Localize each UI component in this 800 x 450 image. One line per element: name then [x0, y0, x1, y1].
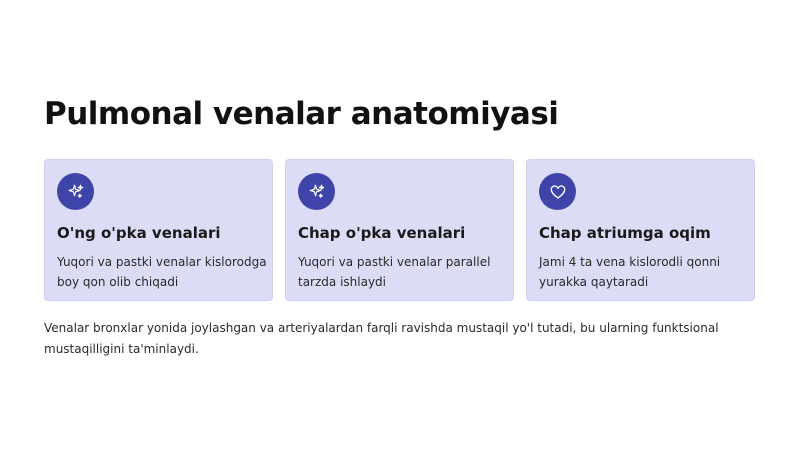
- sparkles-icon: [57, 173, 94, 210]
- card-description: Jami 4 ta vena kislorodli qonni yurakka qaytaradi: [539, 255, 721, 289]
- card-title: Chap atriumga oqim: [539, 224, 711, 242]
- slide-title: Pulmonal venalar anatomiyasi: [44, 96, 559, 132]
- footnote-text: Venalar bronxlar yonida joylashgan va arteriyalardan farqli ravishda mustaqil yo'l tutadi, bu ularning funktsional mustaqilligini ta'minlaydi.: [44, 321, 719, 356]
- card-left-atrium-flow: [526, 159, 755, 301]
- card-row: [44, 159, 755, 301]
- card-description: Yuqori va pastki venalar parallel tarzda ishlaydi: [298, 255, 491, 289]
- card-right-pulmonary-veins: [44, 159, 273, 301]
- card-description: Yuqori va pastki venalar kislorodga boy qon olib chiqadi: [57, 255, 267, 289]
- sparkles-icon: [298, 173, 335, 210]
- card-left-pulmonary-veins: [285, 159, 514, 301]
- card-title: Chap o'pka venalari: [298, 224, 466, 242]
- card-title: O'ng o'pka venalari: [57, 224, 221, 242]
- heart-icon: [539, 173, 576, 210]
